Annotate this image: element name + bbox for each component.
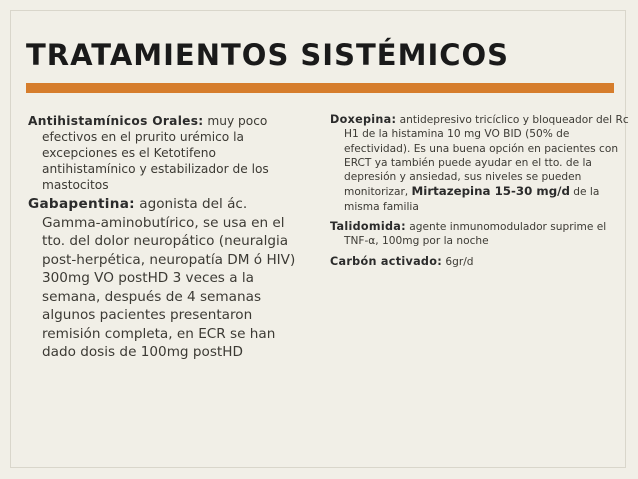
highlight-mirtazepina: Mirtazepina 15-30 mg/d xyxy=(411,184,570,199)
bullet-carbon-activado xyxy=(330,255,630,269)
term-antihistaminicos: Antihistamínicos Orales: xyxy=(28,114,204,128)
bullet-antihistaminicos xyxy=(28,113,308,193)
bullet-talidomida xyxy=(330,220,630,249)
text-carbon-activado: 6gr/d xyxy=(442,255,474,268)
left-column xyxy=(28,113,308,362)
text-gabapentina: agonista del ác. Gamma-aminobutírico, se usa en el tto. del dolor neuropático (neuralgia post-herpética, neuropatía DM ó HIV) 300mg VO postHD 3 veces a la semana, después de 4 semanas algunos pacientes presentaron remisión completa, en ECR se han dado dosis de 100mg postHD xyxy=(42,196,296,360)
term-carbon-activado: Carbón activado: xyxy=(330,254,443,268)
text-mirtazepina-tail: de la misma familia xyxy=(344,186,600,213)
right-column xyxy=(330,113,630,269)
term-gabapentina: Gabapentina: xyxy=(28,196,135,212)
text-doxepina: antidepresivo tricíclico y bloqueador del Rc H1 de la histamina 10 mg VO BID (50% de efectividad). Es una buena opción en pacientes con ERCT ya también puede ayudar en el tto. de la depresión y ansiedad, sus niveles se pueden monitorizar, xyxy=(344,114,629,199)
text-talidomida: agente inmunomodulador suprime el TNF-α, 100mg por la noche xyxy=(344,221,607,248)
term-talidomida: Talidomida: xyxy=(330,220,406,234)
text-antihistaminicos: muy poco efectivos en el prurito urémico la excepciones es el Ketotifeno antihistamínico y estabilizador de los mastocitos xyxy=(42,114,269,192)
slide-title: TRATAMIENTOS SISTÉMICOS xyxy=(26,38,510,72)
title-underline-bar xyxy=(26,83,614,93)
bullet-doxepina xyxy=(330,113,630,214)
term-doxepina: Doxepina: xyxy=(330,113,397,126)
bullet-gabapentina xyxy=(28,195,308,362)
